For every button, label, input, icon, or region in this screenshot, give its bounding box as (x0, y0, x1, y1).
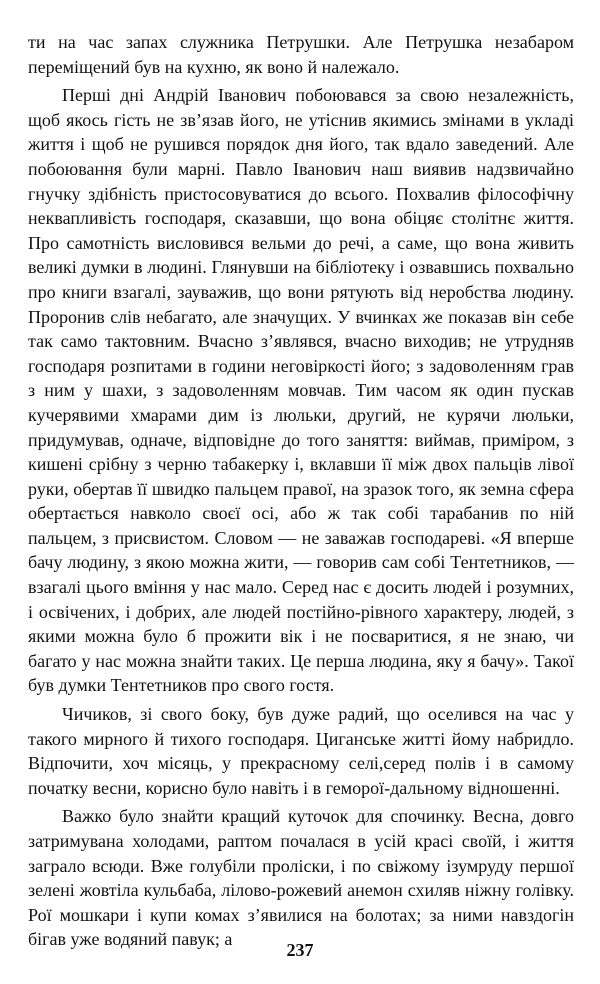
book-page (28, 30, 574, 952)
paragraph-continuation: ти на час запах служника Петрушки. Але Петрушка незабаром переміщений був на кухню, як воно й належало. (28, 32, 574, 77)
paragraph: Перші дні Андрій Іванович побоювався за свою незалежність, щоб якось гість не зв’язав його, не утіснив якимись змінами в укладі життя і щоб не рушився порядок дня його, так вдало заведений. Але побоювання були марні. Павло Іванович наш виявив надзвичайно гнучку здібність пристосовуватися до всього. Похвалив філософічну неквапливість господаря, сказавши, що вона обіцяє столітнє життя. Про самотність висловився вельми до речі, а саме, що вона живить великі думки в людині. Глянувши на бібліотеку і озвавшись похвально про книги взагалі, зауважив, що вони рятують від неробства людину. Проронив слів небагато, але значущих. У вчинках же показав він себе так само тактовним. Вчасно з’являвся, вчасно виходив; не утрудняв господаря розпитами в години неговіркості його; з задоволенням грав з ним у шахи, з задоволенням мовчав. Тим часом як один пускав кучерявими хмарами дим із люльки, другий, не курячи люльки, придумував, одначе, відповідне до того заняття: виймав, примiром, з кишені срібну з черню табакерку і, вклавши її між двох пальців лівої руки, обертав її швидко пальцем правої, на зразок того, як земна сфера обертається навколо своєї осі, або ж так собі тарабанив по ній пальцем, з присвистом. Словом — не заважав господареві. «Я вперше бачу людину, з якою можна жити, — говорив сам собі Тентетников, — взагалі цього вміння у нас мало. Серед нас є досить людей і розумних, і освічених, і добрих, але людей постійно-рівного характеру, людей, з якими можна було б прожити вік і не посваритися, я не знаю, чи багато у нас можна знайти таких. Це перша людина, яку я бачу». Такої був думки Тентетников про свого гостя. (28, 85, 574, 696)
paragraph: Важко було знайти кращий куточок для спочинку. Весна, довго затримувана холодами, раптом почалася в усій красі своїй, і життя заграло всюди. Вже голубіли проліски, і по свіжому ізумруду першої зелені жовтіла кульбаба, лілово-рожевий анемон схиляв ніжну голівку. Рої мошкари і купи комах з’явилися на болотах; за ними навздогін бігав уже водяний павук; а (28, 806, 574, 950)
paragraph: Чичиков, зі свого боку, був дуже радий, що оселився на час у такого мирного й тихого господаря. Циганське житті йому набридло. Відпочити, хоч місяць, у прекрасному селі,серед полів і в самому початку весни, корисно було навіть і в геморої-дальному відношенні. (28, 704, 574, 798)
page-number: 237 (286, 940, 314, 960)
